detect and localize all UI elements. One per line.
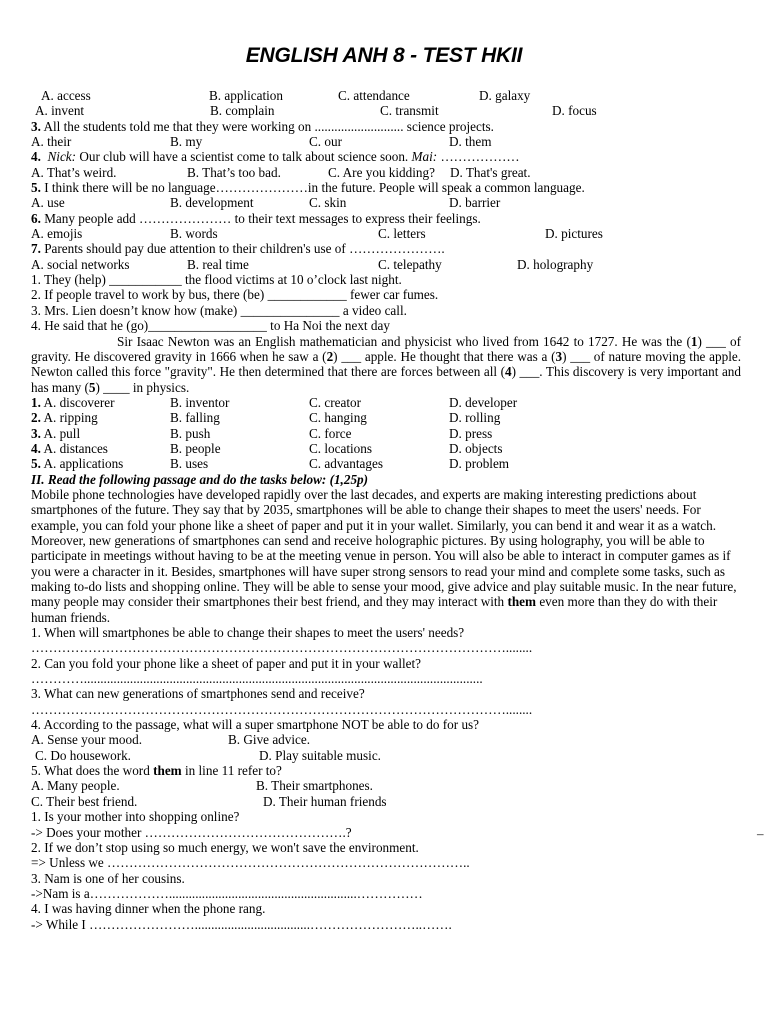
- option: D. holography: [517, 256, 594, 272]
- question-6: 6. Many people add ………………… to their text messages to express their feelings.: [31, 210, 481, 226]
- option: C. Their best friend.: [31, 793, 138, 809]
- question-6-options: [31, 226, 741, 241]
- reading-question-4-options-b: [31, 748, 741, 763]
- cloze-row-5: [31, 456, 741, 471]
- option: C. telepathy: [378, 256, 442, 272]
- option: C. creator: [309, 394, 361, 410]
- option: 3. A. pull: [31, 425, 81, 441]
- option: A. Sense your mood.: [31, 732, 142, 748]
- pron-row-2: [31, 103, 741, 118]
- option: D. Play suitable music.: [259, 747, 381, 763]
- rewrite-question-4: 4. I was having dinner when the phone rang.: [31, 901, 266, 917]
- margin-dash: –: [757, 826, 764, 841]
- verb-question-4: 4. He said that he (go)__________________ to Ha Noi the next day: [31, 318, 390, 334]
- option: A. invent: [35, 103, 85, 119]
- option: B. push: [170, 425, 211, 441]
- question-stem: I think there will be no language…………………in the future. People will speak a common language.: [44, 180, 585, 196]
- option: C. hanging: [309, 410, 367, 426]
- reading-question-2: 2. Can you fold your phone like a sheet of paper and put it in your wallet?: [31, 655, 422, 671]
- question-stem: All the students told me that they were working on ........................... science projects.: [43, 118, 494, 134]
- verb-question-2: 2. If people travel to work by bus, there (be) ____________ fewer car fumes.: [31, 287, 439, 303]
- option: 4. A. distances: [31, 440, 108, 456]
- option: A. social networks: [31, 256, 130, 272]
- reading-question-4-options-a: [31, 732, 741, 747]
- cloze-passage: Sir Isaac Newton was an English mathematician and physicist who lived from 1642 to 1727. He was the (1) ___ of gravity. He discovered gravity in 1666 when he saw a (2) ___ apple. He thought that there was a (3) ___ of nature moving the apple. Newton called this force "gravity". He then determined that there are forces between all (4) ___. This discovery is very important and has many (5) ____ in physics.: [31, 333, 742, 395]
- rewrite-question-1: 1. Is your mother into shopping online?: [31, 809, 240, 825]
- page-title: ENGLISH ANH 8 - TEST HKII: [245, 44, 523, 67]
- option: C. advantages: [309, 456, 383, 472]
- verb-question-1: 1. They (help) ___________ the flood victims at 10 o’clock last night.: [31, 272, 402, 288]
- option: A. access: [41, 88, 91, 103]
- option: B. development: [170, 195, 254, 211]
- answer-line: ………………………………………………………………………………………………........: [31, 640, 533, 656]
- question-5: 5. I think there will be no language…………………in the future. People will speak a common language.: [31, 180, 585, 196]
- option: C. attendance: [338, 88, 410, 103]
- question-7: 7. Parents should pay due attention to their children's use of ………………….: [31, 241, 445, 257]
- question-3-options: [31, 134, 741, 149]
- option: B. words: [170, 226, 218, 242]
- rewrite-answer-3: ->Nam is a……………….........................................................……………: [31, 885, 423, 901]
- option: D. focus: [552, 103, 597, 119]
- option: A. Many people.: [31, 778, 120, 794]
- cloze-row-4: [31, 441, 741, 456]
- reading-question-5-options-a: [31, 778, 741, 793]
- option: 5. A. applications: [31, 456, 124, 472]
- option: A. use: [31, 195, 65, 211]
- reading-question-1: 1. When will smartphones be able to change their shapes to meet the users' needs?: [31, 625, 465, 641]
- question-4: 4. Nick: Our club will have a scientist come to talk about science soon. Mai: ………………: [31, 149, 520, 165]
- answer-line: ………….........................................................................................................................: [31, 671, 483, 687]
- question-3: 3. All the students told me that they were working on ........................... science projects.: [31, 118, 494, 134]
- option: B. real time: [187, 256, 249, 272]
- reading-passage: Mobile phone technologies have developed rapidly over the last decades, and experts are making interesting predictions about smartphones of the future. They say that by 2035, smartphones will be able to change their shapes to meet the users' needs. For example, you can fold your phone like a sheet of paper and put it in your wallet. Similarly, you can bend it and wear it as a watch. Moreover, new generations of smartphones can send and receive holographic pictures. By using holography, you will be able to participate in meetings without having to be at the meeting venue in person. You will also be able to interact in computer games as if you were a character in it. Besides, smartphones will have super strong sensors to read your mind and complete some tasks, such as making to-do lists and shopping online. They will be able to sense your mood, give advice and play suitable music. In the near future, many people may consider their smartphones their best friend, and they may interact with them even more than they do with their human friends.: [31, 486, 737, 625]
- rewrite-question-2: 2. If we don’t stop using so much energy, we won't save the environment.: [31, 839, 419, 855]
- option: D. problem: [449, 456, 510, 472]
- option: 2. A. ripping: [31, 410, 98, 426]
- pron-row-1: [31, 88, 741, 103]
- question-4-options: [31, 165, 741, 180]
- question-stem: Our club will have a scientist come to talk about science soon.: [79, 149, 409, 165]
- question-7-options: [31, 257, 741, 272]
- rewrite-answer-2: => Unless we ………………………………………………………………………..: [31, 855, 470, 871]
- option: C. transmit: [380, 103, 439, 119]
- option: C. Are you kidding?: [328, 164, 435, 180]
- option: B. Give advice.: [228, 732, 311, 748]
- option: B. falling: [170, 410, 220, 426]
- option: D. objects: [449, 440, 503, 456]
- option: C. force: [309, 425, 352, 441]
- option: D. developer: [449, 394, 518, 410]
- test-body: [31, 88, 741, 932]
- option: D. barrier: [449, 195, 501, 211]
- reading-question-3: 3. What can new generations of smartphones send and receive?: [31, 686, 365, 702]
- option: D. press: [449, 425, 493, 441]
- rewrite-answer-4: -> While I ……………………...................................……………………..…….: [31, 916, 452, 932]
- option: D. rolling: [449, 410, 501, 426]
- option: D. galaxy: [479, 88, 531, 103]
- option: B. my: [170, 134, 203, 150]
- question-stem: Parents should pay due attention to their children's use of ………………….: [44, 241, 445, 257]
- option: D. That's great.: [450, 164, 531, 180]
- reading-question-4: 4. According to the passage, what will a super smartphone NOT be able to do for us?: [31, 717, 480, 733]
- answer-line: ………………………………………………………………………………………………........: [31, 701, 533, 717]
- option: C. our: [309, 134, 342, 150]
- option: C. locations: [309, 440, 373, 456]
- option: B. Their smartphones.: [256, 778, 373, 794]
- speaker-nick: Nick:: [47, 149, 77, 165]
- option: B. people: [170, 440, 221, 456]
- rewrite-question-3: 3. Nam is one of her cousins.: [31, 870, 185, 886]
- cloze-row-2: [31, 410, 741, 425]
- option: 1. A. discoverer: [31, 394, 115, 410]
- cloze-row-3: [31, 426, 741, 441]
- section-heading: II. Read the following passage and do the tasks below: (1,25p): [31, 471, 369, 487]
- rewrite-answer-1: -> Does your mother ……………………………………….?: [31, 824, 352, 840]
- option: A. their: [31, 134, 72, 150]
- option: C. Do housework.: [35, 747, 131, 763]
- question-stem: Many people add ………………… to their text messages to express their feelings.: [44, 210, 481, 226]
- reading-question-5-options-b: [31, 794, 741, 809]
- option: A. That’s weird.: [31, 164, 117, 180]
- question-5-options: [31, 195, 741, 210]
- option: D. pictures: [545, 226, 603, 242]
- reading-question-5: 5. What does the word them in line 11 refer to?: [31, 763, 282, 779]
- option: B. complain: [210, 103, 275, 119]
- verb-question-3: 3. Mrs. Lien doesn’t know how (make) _______________ a video call.: [31, 302, 407, 318]
- option: B. uses: [170, 456, 209, 472]
- speaker-mai: Mai:: [411, 149, 438, 165]
- option: B. That’s too bad.: [187, 164, 281, 180]
- option: C. skin: [309, 195, 347, 211]
- option: B. inventor: [170, 394, 230, 410]
- option: D. Their human friends: [263, 793, 387, 809]
- option: A. emojis: [31, 226, 83, 242]
- option: B. application: [209, 88, 283, 103]
- option: D. them: [449, 134, 492, 150]
- option: C. letters: [378, 226, 426, 242]
- cloze-row-1: [31, 395, 741, 410]
